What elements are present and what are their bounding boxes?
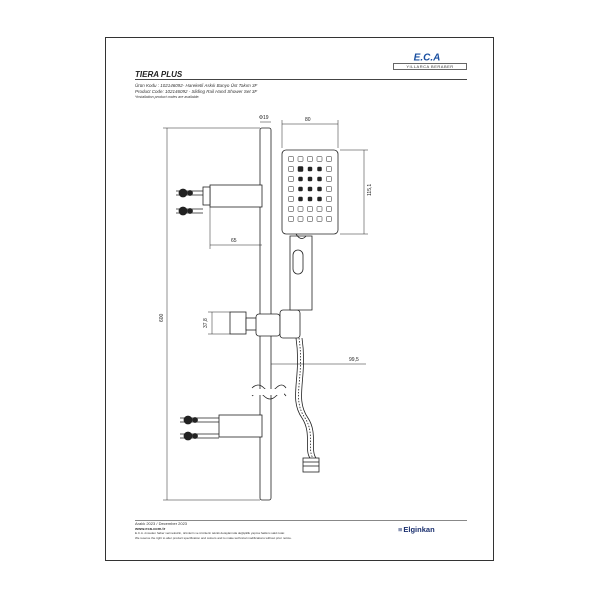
nozzle [289, 177, 294, 182]
nozzle [308, 177, 312, 181]
nozzle [289, 217, 294, 222]
nozzle [308, 157, 313, 162]
product-title: TIERA PLUS [135, 70, 183, 79]
nozzle [298, 207, 303, 212]
nozzle [289, 187, 294, 192]
document-page [105, 37, 494, 561]
nozzle [308, 167, 312, 171]
nozzle [327, 167, 332, 172]
nozzle [298, 167, 303, 172]
nozzle [289, 157, 294, 162]
slider-knob [230, 312, 246, 334]
nozzle [289, 207, 294, 212]
dim-pipe-diameter: Φ19 [259, 115, 269, 121]
nozzle [298, 157, 303, 162]
product-code-tr: Ürün Kodu : 102146092- Hareketli Askılı Banyo Üst Takım 3F [135, 83, 258, 88]
eca-logo-text: E.C.A [413, 52, 441, 62]
dim-head-height: 115,1 [367, 183, 373, 196]
top-anchor-lower [176, 207, 203, 215]
elginkan-logo [398, 525, 435, 534]
dim-wall-bracket: 65 [231, 238, 237, 244]
dim-rail-length: 600 [159, 313, 165, 322]
dim-hose-offset: 99,5 [349, 357, 359, 363]
nozzle [299, 177, 303, 181]
elginkan-mark-icon: ≡ [398, 525, 403, 534]
nozzle [299, 197, 303, 201]
logo-tagline: YILLARCA BERABER [393, 63, 467, 70]
elginkan-brand-text: Elginkan [403, 525, 435, 534]
shower-hose [296, 338, 319, 472]
nozzle [308, 187, 312, 191]
dim-head-width: 80 [305, 117, 311, 123]
nozzle [289, 167, 294, 172]
nozzle [327, 187, 332, 192]
nozzle [298, 217, 303, 222]
nozzle [299, 187, 303, 191]
footer-info [135, 521, 292, 541]
footer-date: Aralık 2023 / December 2023 [135, 521, 188, 526]
nozzle [327, 217, 332, 222]
nozzle [327, 207, 332, 212]
product-code-en: Product Code: 102146092 - Sliding Rail Hand Shower Set 3F [135, 89, 258, 94]
nozzle [327, 157, 332, 162]
nozzle [318, 197, 322, 201]
technical-drawing [106, 38, 495, 562]
installation-note: *Installation product codes are available. [135, 95, 200, 99]
nozzle [327, 177, 332, 182]
bottom-wall-bracket [219, 415, 262, 437]
footer-website: www.eca.com.tr [135, 526, 166, 531]
bottom-anchor-lower [180, 432, 219, 440]
nozzle [317, 157, 322, 162]
dim-holder-height: 37,8 [203, 318, 209, 328]
nozzle [308, 217, 313, 222]
slider-body [256, 314, 280, 336]
nozzle [317, 207, 322, 212]
top-anchor-upper [176, 189, 203, 197]
nozzle [318, 177, 322, 181]
footer-notice-tr: E.C.A. önceden haber vermeksizin, ürünlerin ve ürünlerin teknik detaylarında değişiklik yapma hakkını saklı tutar. [135, 531, 285, 535]
footer-notice-en: We reserve the right to alter product specification and colours and to make technical modifications without prior notice. [135, 536, 292, 540]
nozzle [327, 197, 332, 202]
nozzle [318, 167, 322, 171]
nozzle [317, 217, 322, 222]
handset-holder [280, 310, 300, 338]
nozzle [289, 197, 294, 202]
nozzle [308, 207, 313, 212]
bottom-anchor-upper [180, 416, 219, 424]
nozzle [318, 187, 322, 191]
nozzle [308, 197, 312, 201]
top-wall-bracket [210, 185, 262, 207]
